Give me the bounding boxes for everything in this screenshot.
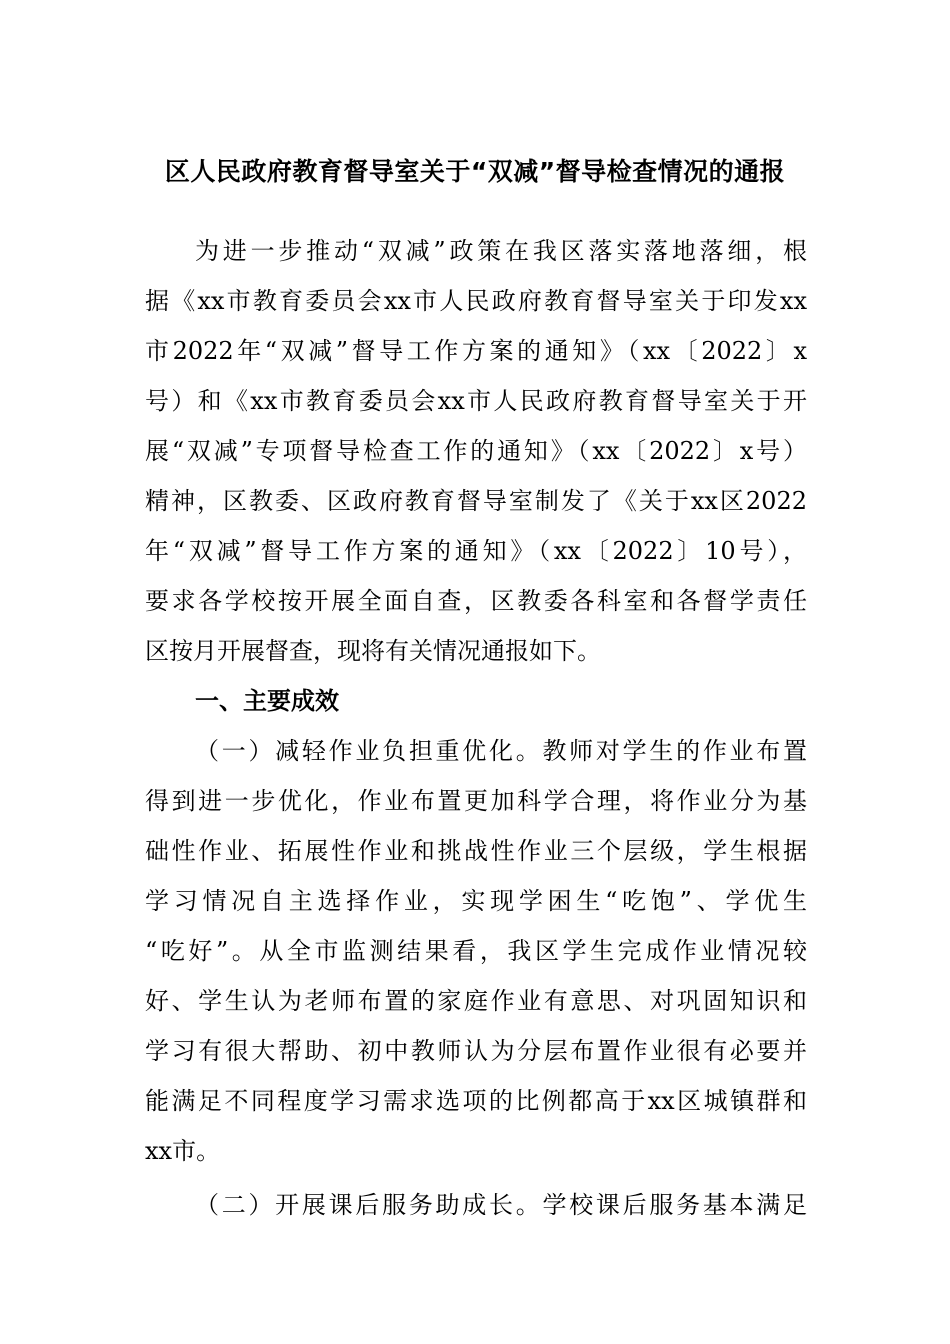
text-line: 号）和《xx市教育委员会xx市人民政府教育督导室关于开 bbox=[145, 387, 807, 415]
text-line: 学习有很大帮助、初中教师认为分层布置作业很有必要并 bbox=[145, 1037, 807, 1065]
text-line: 精神，区教委、区政府教育督导室制发了《关于xx区2022 bbox=[145, 487, 807, 515]
text-line: （一）减轻作业负担重优化。教师对学生的作业布置 bbox=[195, 737, 807, 765]
text-line: 要求各学校按开展全面自查，区教委各科室和各督学责任 bbox=[145, 587, 807, 615]
paragraph-2 bbox=[145, 1180, 807, 1230]
text-line: 区按月开展督查，现将有关情况通报如下。 bbox=[145, 637, 601, 665]
text-line: 能满足不同程度学习需求选项的比例都高于xx区城镇群和 bbox=[145, 1087, 807, 1115]
text-line: 市2022年“双减”督导工作方案的通知》（xx〔2022〕x bbox=[145, 337, 807, 365]
text-line: xx市。 bbox=[145, 1137, 221, 1165]
text-line: （二）开展课后服务助成长。学校课后服务基本满足 bbox=[195, 1191, 807, 1219]
section-heading: 一、主要成效 bbox=[195, 687, 339, 715]
text-line: 据《xx市教育委员会xx市人民政府教育督导室关于印发xx bbox=[145, 287, 807, 315]
document-body bbox=[145, 226, 807, 1230]
text-line: 年“双减”督导工作方案的通知》（xx〔2022〕10号）， bbox=[145, 537, 807, 565]
text-line: 学习情况自主选择作业，实现学困生“吃饱”、学优生 bbox=[145, 887, 807, 915]
text-line: 好、学生认为老师布置的家庭作业有意思、对巩固知识和 bbox=[145, 987, 807, 1015]
paragraph-1 bbox=[145, 726, 807, 1176]
intro-paragraph bbox=[145, 226, 807, 676]
document-title: 区人民政府教育督导室关于“双减”督导检查情况的通报 bbox=[164, 157, 786, 186]
text-line: 展“双减”专项督导检查工作的通知》（xx〔2022〕x号） bbox=[145, 437, 807, 465]
text-line: “吃好”。从全市监测结果看，我区学生完成作业情况较 bbox=[145, 937, 807, 965]
text-line: 为进一步推动“双减”政策在我区落实落地落细，根 bbox=[195, 237, 807, 265]
text-line: 础性作业、拓展性作业和挑战性作业三个层级，学生根据 bbox=[145, 837, 807, 865]
text-line: 得到进一步优化，作业布置更加科学合理，将作业分为基 bbox=[145, 787, 807, 815]
